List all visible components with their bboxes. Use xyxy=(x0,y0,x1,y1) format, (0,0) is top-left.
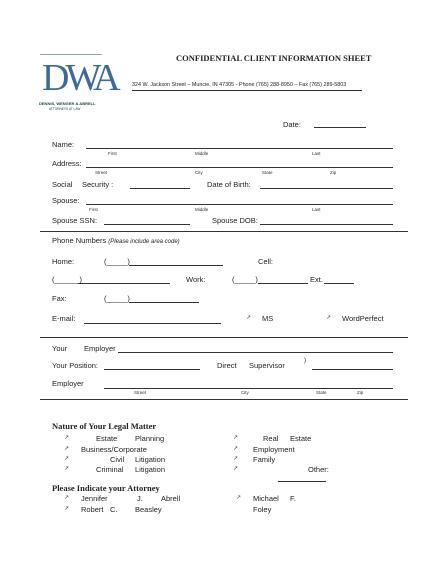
name-last-hint: Last xyxy=(312,151,321,156)
address-zip-hint: Zip xyxy=(330,170,337,175)
name-field[interactable] xyxy=(86,148,393,149)
civil-checkbox-icon[interactable]: ↗ xyxy=(64,456,70,462)
civil-litigation-label: Litigation xyxy=(135,455,166,464)
social-label: Social xyxy=(52,180,73,189)
home-label: Home: xyxy=(52,257,75,266)
employer-city-hint: City xyxy=(241,390,249,395)
attorney-abrell: Abrell xyxy=(161,494,181,503)
spouse-first-hint: First xyxy=(89,207,98,212)
beasley-checkbox-icon[interactable]: ↗ xyxy=(64,506,70,512)
estate-planning-checkbox-icon[interactable]: ↗ xyxy=(64,435,70,441)
divider-3 xyxy=(40,399,408,400)
employer-street-hint: Street xyxy=(134,390,147,395)
attorney-michael: Michael xyxy=(253,494,279,503)
real-estate-label: Estate xyxy=(290,434,312,443)
address-street-hint: Street xyxy=(95,170,108,175)
phone-note: (Please include area code) xyxy=(108,239,180,245)
criminal-checkbox-icon[interactable]: ↗ xyxy=(64,466,70,472)
criminal-label: Criminal xyxy=(96,465,124,474)
spouse-ssn-label: Spouse SSN: xyxy=(52,216,98,225)
logo xyxy=(38,52,117,114)
logo-letters: DWA xyxy=(42,57,117,99)
spouse-ssn-field[interactable] xyxy=(104,224,190,225)
supervisor-field[interactable] xyxy=(312,369,393,370)
employer-zip-hint: Zip xyxy=(357,390,364,395)
email-label: E-mail: xyxy=(52,314,76,323)
ms-checkbox-icon[interactable]: ↗ xyxy=(246,315,252,321)
divider-1 xyxy=(40,231,408,232)
position-field[interactable] xyxy=(104,369,200,370)
phone-area-code-2[interactable]: (______) xyxy=(52,275,83,284)
employer-address-field[interactable] xyxy=(104,388,393,389)
address-underline xyxy=(132,90,362,91)
home-phone-field[interactable] xyxy=(129,265,223,266)
spouse-last-hint: Last xyxy=(312,207,321,212)
logo-top-rule xyxy=(40,54,102,55)
phone-heading xyxy=(52,236,180,245)
employer-label: Employer xyxy=(84,344,116,353)
family-label: Family xyxy=(253,455,276,464)
dob-field[interactable] xyxy=(260,188,393,189)
attorney-foley: Foley xyxy=(253,505,272,514)
planning-label: Planning xyxy=(135,434,165,443)
spouse-label: Spouse: xyxy=(52,196,80,205)
attorney-beasley: Beasley xyxy=(135,505,162,514)
spouse-dob-label: Spouse DOB: xyxy=(212,216,258,225)
supervisor-label: Supervisor xyxy=(249,361,285,370)
other-checkbox-icon[interactable]: ↗ xyxy=(233,466,239,472)
legal-matter-heading: Nature of Your Legal Matter xyxy=(52,421,157,431)
ext-field[interactable] xyxy=(324,283,354,284)
cell-label: Cell: xyxy=(258,257,274,266)
phone-heading-text: Phone Numbers xyxy=(52,236,107,245)
estate-label: Estate xyxy=(96,434,118,443)
address-state-hint: State xyxy=(262,170,273,175)
logo-firm-name: DENNIS, WENGER & ABRELL xyxy=(39,101,96,106)
name-first-hint: First xyxy=(108,151,117,156)
ssn-field[interactable] xyxy=(130,188,190,189)
ms-option: MS xyxy=(262,314,274,323)
business-checkbox-icon[interactable]: ↗ xyxy=(64,446,70,452)
spouse-dob-field[interactable] xyxy=(260,224,393,225)
fax-label: Fax: xyxy=(52,294,67,303)
name-label: Name: xyxy=(52,140,75,149)
security-label: Security : xyxy=(82,180,114,189)
address-field[interactable] xyxy=(86,167,393,168)
wordperfect-checkbox-icon[interactable]: ↗ xyxy=(326,315,332,321)
name-middle-hint: Middle xyxy=(195,151,209,156)
date-field[interactable] xyxy=(314,127,366,128)
criminal-litigation-label: Litigation xyxy=(135,465,166,474)
employer-address-label: Employer xyxy=(52,379,84,388)
foley-checkbox-icon[interactable]: ↗ xyxy=(236,495,242,501)
attorney-j: J. xyxy=(137,494,143,503)
abrell-checkbox-icon[interactable]: ↗ xyxy=(64,495,70,501)
civil-label: Civil xyxy=(110,455,125,464)
work-area-code[interactable]: (_____) xyxy=(232,275,258,284)
other-field[interactable] xyxy=(278,481,326,482)
employment-checkbox-icon[interactable]: ↗ xyxy=(233,446,239,452)
dob-label: Date of Birth: xyxy=(207,180,251,189)
real-estate-checkbox-icon[interactable]: ↗ xyxy=(233,435,239,441)
attorney-f: F. xyxy=(290,494,296,503)
fax-area-code[interactable]: (_____) xyxy=(104,294,130,303)
real-label: Real xyxy=(263,434,279,443)
employer-field[interactable] xyxy=(118,352,393,353)
logo-subtitle: ATTORNEYS AT LAW xyxy=(49,107,81,111)
firm-address: 324 W. Jackson Street – Muncie, IN 47305 - Phone (765) 288-8950 – Fax (765) 289-5803 xyxy=(132,82,347,88)
attorney-heading: Please Indicate your Attorney xyxy=(52,483,160,493)
employment-label: Employment xyxy=(253,445,295,454)
attorney-c: C. xyxy=(110,505,118,514)
home-area-code[interactable]: (_____) xyxy=(104,257,130,266)
date-label: Date: xyxy=(283,120,301,129)
other-label: Other: xyxy=(308,465,329,474)
page-title: CONFIDENTIAL CLIENT INFORMATION SHEET xyxy=(176,53,372,63)
address-city-hint: City xyxy=(195,170,203,175)
ext-label: Ext. xyxy=(310,275,323,284)
spouse-middle-hint: Middle xyxy=(195,207,209,212)
email-field[interactable] xyxy=(84,323,221,324)
divider-2 xyxy=(40,337,408,338)
supervisor-paren: ) xyxy=(304,358,306,364)
family-checkbox-icon[interactable]: ↗ xyxy=(233,456,239,462)
business-corporate-label: Business/Corporate xyxy=(81,445,147,454)
fax-field[interactable] xyxy=(129,302,199,303)
direct-label: Direct xyxy=(217,361,237,370)
work-label: Work: xyxy=(186,275,206,284)
position-label: Your Position: xyxy=(52,361,99,370)
employer-state-hint: State xyxy=(316,390,327,395)
attorney-jennifer: Jennifer xyxy=(81,494,108,503)
spouse-field[interactable] xyxy=(86,204,393,205)
phone-field-2[interactable] xyxy=(78,283,170,284)
work-phone-field[interactable] xyxy=(258,283,308,284)
wordperfect-option: WordPerfect xyxy=(342,314,384,323)
your-label: Your xyxy=(52,344,68,353)
attorney-robert: Robert xyxy=(81,505,104,514)
address-label: Address: xyxy=(52,159,82,168)
